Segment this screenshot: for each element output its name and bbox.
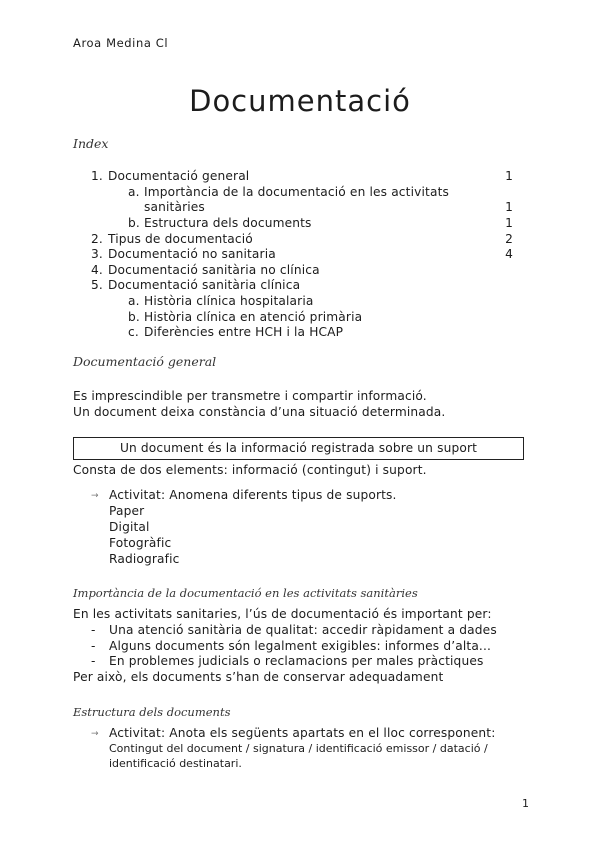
- index-item-page: 4: [505, 247, 513, 261]
- index-item-page: 1: [505, 200, 513, 214]
- support-item: Paper: [109, 504, 145, 518]
- index-item[interactable]: [91, 247, 513, 263]
- index-item-label: Diferències entre HCH i la HCAP: [144, 325, 344, 339]
- index-item-page: 1: [505, 216, 513, 230]
- activity-detail: identificació destinatari.: [109, 757, 242, 770]
- index-item[interactable]: [91, 169, 513, 185]
- section-heading-general: Documentació general: [73, 354, 217, 369]
- author-name: Aroa Medina Cl: [73, 36, 169, 50]
- index-item-label: Documentació general: [108, 169, 250, 183]
- section-heading-structure: Estructura dels documents: [73, 705, 231, 719]
- paragraph: En les activitats sanitaries, l’ús de documentació és important per:: [73, 607, 492, 621]
- index-subitem[interactable]: [128, 185, 513, 201]
- index-item-number: 2.: [91, 232, 103, 246]
- definition-box: Un document és la informació registrada sobre un suport: [73, 437, 524, 460]
- index-subitem[interactable]: [128, 216, 513, 232]
- index-item-number: 5.: [91, 278, 103, 292]
- index-item-number: b.: [128, 310, 140, 324]
- index-item-label: Història clínica hospitalaria: [144, 294, 314, 308]
- index-item-number: 1.: [91, 169, 103, 183]
- index-item-label: Documentació no sanitaria: [108, 247, 276, 261]
- bullet-text: Una atenció sanitària de qualitat: accedir ràpidament a dades: [109, 623, 497, 637]
- index-item[interactable]: [91, 232, 513, 248]
- bullet-text: Alguns documents són legalment exigibles: informes d’alta...: [109, 639, 492, 653]
- index-subitem[interactable]: [128, 294, 513, 310]
- dash-bullet: -: [91, 654, 96, 668]
- index-item-label: Tipus de documentació: [108, 232, 253, 246]
- index-item-label: Estructura dels documents: [144, 216, 312, 230]
- index-item-label: Importància de la documentació en les activitats: [144, 185, 449, 199]
- section-heading-importance: Importància de la documentació en les activitats sanitàries: [73, 586, 418, 600]
- page-number: 1: [522, 797, 529, 810]
- paragraph: Un document deixa constància d’una situació determinada.: [73, 405, 446, 419]
- paragraph: Es imprescindible per transmetre i compartir informació.: [73, 389, 427, 403]
- index-item-number: 3.: [91, 247, 103, 261]
- activity-text: Activitat: Anomena diferents tipus de suports.: [109, 488, 397, 502]
- support-item: Radiografic: [109, 552, 180, 566]
- index-subitem[interactable]: [128, 310, 513, 326]
- arrow-bullet-icon: →: [91, 729, 99, 739]
- index-item-number: 4.: [91, 263, 103, 277]
- support-item: Fotogràfic: [109, 536, 172, 550]
- index-subitem[interactable]: [128, 200, 513, 216]
- index-item-page: 1: [505, 169, 513, 183]
- index-subitem[interactable]: [128, 325, 513, 341]
- index-item-number: b.: [128, 216, 140, 230]
- index-item-number: c.: [128, 325, 139, 339]
- arrow-bullet-icon: →: [91, 491, 99, 501]
- index-item-label: Documentació sanitària clínica: [108, 278, 301, 292]
- bullet-text: En problemes judicials o reclamacions per males pràctiques: [109, 654, 484, 668]
- index-item[interactable]: [91, 278, 513, 294]
- index-heading: Index: [73, 136, 109, 151]
- index-item-page: 2: [505, 232, 513, 246]
- support-item: Digital: [109, 520, 150, 534]
- index-item-label: Història clínica en atenció primària: [144, 310, 363, 324]
- activity-detail: Contingut del document / signatura / identificació emissor / datació /: [109, 742, 488, 755]
- index-item-label: Documentació sanitària no clínica: [108, 263, 320, 277]
- page-title: Documentació: [189, 84, 411, 118]
- index-item-number: a.: [128, 185, 140, 199]
- activity-text: Activitat: Anota els següents apartats en el lloc corresponent:: [109, 726, 496, 740]
- index-item[interactable]: [91, 263, 513, 279]
- paragraph: Consta de dos elements: informació (contingut) i suport.: [73, 463, 427, 477]
- dash-bullet: -: [91, 639, 96, 653]
- paragraph: Per això, els documents s’han de conservar adequadament: [73, 670, 444, 684]
- index-item-label: sanitàries: [144, 200, 205, 214]
- index-item-number: a.: [128, 294, 140, 308]
- dash-bullet: -: [91, 623, 96, 637]
